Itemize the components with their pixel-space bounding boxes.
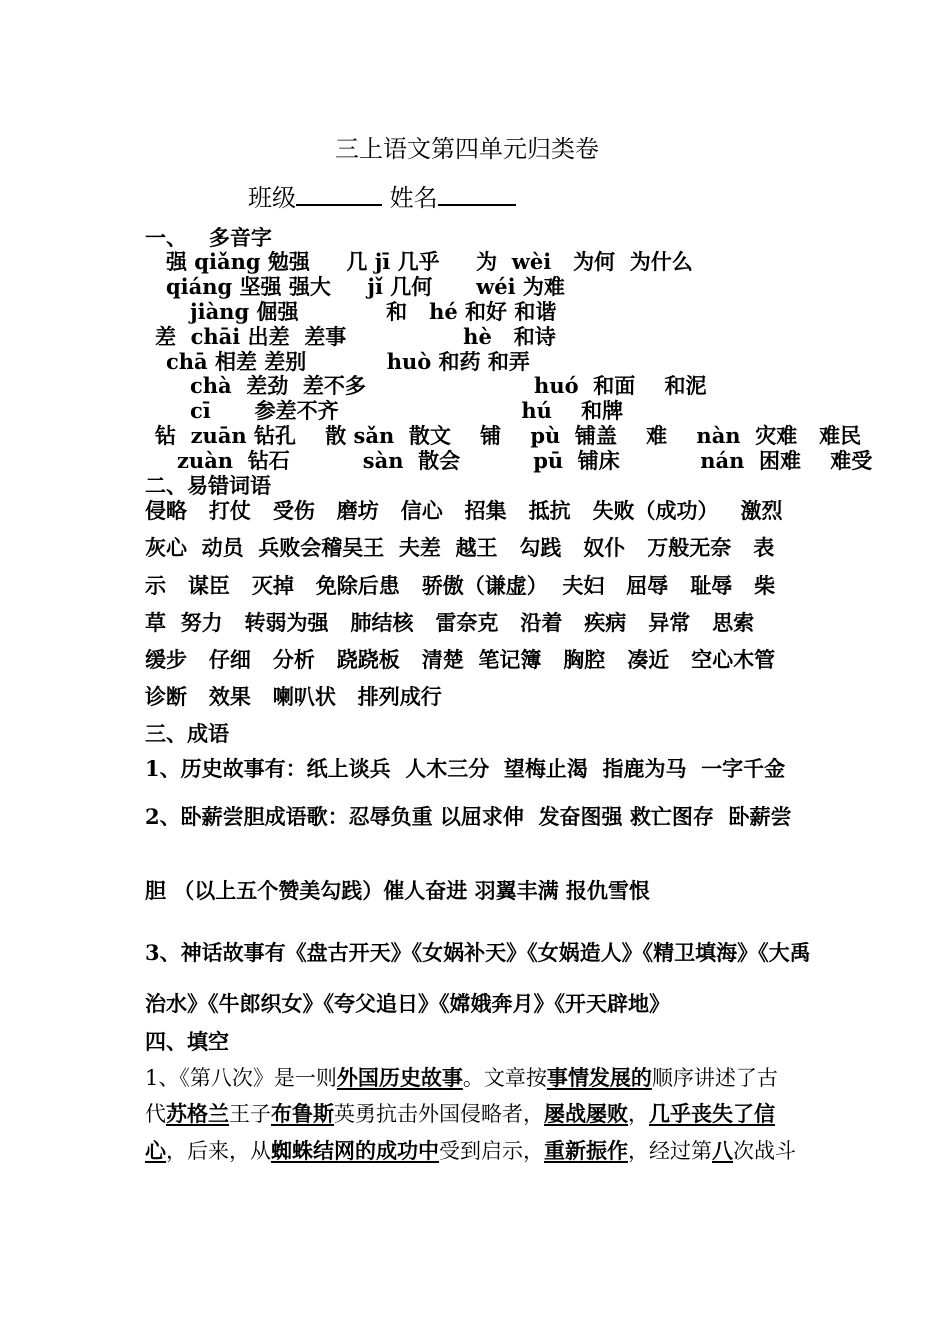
paragraph-text: 受到启示， bbox=[439, 1139, 544, 1163]
section2-heading: 二、易错词语 bbox=[145, 473, 271, 498]
polyphone-line: qiáng 坚强 强大 jǐ 几何 wéi 为难 bbox=[166, 274, 565, 299]
fill-paragraph-line bbox=[145, 1139, 796, 1163]
paragraph-text: ， bbox=[628, 1102, 649, 1126]
filled-blank[interactable]: 几乎丧失了信 bbox=[649, 1101, 775, 1126]
filled-blank[interactable]: 八 bbox=[712, 1138, 733, 1163]
filled-blank[interactable]: 外国历史故事 bbox=[336, 1065, 463, 1090]
paragraph-text: 次战斗 bbox=[733, 1139, 796, 1163]
fill-paragraph-line bbox=[145, 1066, 778, 1090]
header-fields bbox=[248, 186, 516, 210]
polyphone-line: cī 参差不齐 hú 和牌 bbox=[190, 398, 624, 423]
paragraph-text: 1、《第八次》是一则 bbox=[145, 1066, 337, 1090]
word-line: 缓步 仔细 分析 跷跷板 清楚 笔记簿 胸腔 凑近 空心木管 bbox=[145, 647, 776, 672]
idiom-line: 胆 （以上五个赞美勾践）催人奋进 羽翼丰满 报仇雪恨 bbox=[145, 878, 650, 903]
name-label: 姓名 bbox=[389, 184, 438, 212]
word-line: 诊断 效果 喇叭状 排列成行 bbox=[145, 684, 442, 709]
class-label: 班级 bbox=[248, 184, 296, 212]
polyphone-line: chà 差劲 差不多 huó 和面 和泥 bbox=[190, 373, 707, 398]
section4-heading: 四、填空 bbox=[145, 1029, 229, 1054]
filled-blank[interactable]: 屡战屡败 bbox=[544, 1101, 628, 1126]
word-line: 示 谋臣 灭掉 免除后患 骄傲（谦虚） 夫妇 屈辱 耻辱 柴 bbox=[145, 573, 776, 598]
paragraph-text: ，经过第 bbox=[628, 1139, 712, 1163]
fill-paragraph-line bbox=[145, 1102, 775, 1126]
polyphone-line: jiàng 倔强 和 hé 和好 和谐 bbox=[190, 299, 557, 324]
filled-blank[interactable]: 事情发展的 bbox=[546, 1065, 652, 1090]
polyphone-line: zuàn 钻石 sàn 散会 pū 铺床 nán 困难 难受 bbox=[177, 448, 873, 473]
polyphone-line: 差 chāi 出差 差事 hè 和诗 bbox=[155, 324, 556, 349]
section3-heading: 三、成语 bbox=[145, 721, 229, 746]
paragraph-text: 英勇抗击外国侵略者， bbox=[334, 1102, 544, 1126]
name-blank[interactable] bbox=[438, 202, 516, 206]
idiom-line: 3、神话故事有《盘古开天》《女娲补天》《女娲造人》《精卫填海》《大禹 bbox=[145, 940, 811, 965]
section1-heading: 一、 多音字 bbox=[145, 225, 272, 250]
filled-blank[interactable]: 蜘蛛结网的成功中 bbox=[271, 1138, 439, 1163]
word-line: 侵略 打仗 受伤 磨坊 信心 招集 抵抗 失败（成功） 激烈 bbox=[145, 498, 783, 523]
idiom-line: 治水》《牛郎织女》《夸父追日》《嫦娥奔月》《开天辟地》 bbox=[145, 991, 670, 1016]
page-title: 三上语文第四单元归类卷 bbox=[335, 135, 599, 163]
polyphone-line: 钻 zuān 钻孔 散 sǎn 散文 铺 pù 铺盖 难 nàn 灾难 难民 bbox=[155, 423, 862, 448]
filled-blank[interactable]: 苏格兰 bbox=[166, 1101, 229, 1126]
filled-blank[interactable]: 心 bbox=[145, 1138, 166, 1163]
paragraph-text: 。文章按 bbox=[462, 1066, 547, 1090]
paragraph-text: 王子 bbox=[229, 1102, 271, 1126]
paragraph-text: ，后来，从 bbox=[166, 1139, 271, 1163]
word-line: 草 努力 转弱为强 肺结核 雷奈克 沿着 疾病 异常 思索 bbox=[145, 610, 755, 635]
word-line: 灰心 动员 兵败会稽吴王 夫差 越王 勾践 奴仆 万般无奈 表 bbox=[145, 535, 775, 560]
paragraph-text: 代 bbox=[145, 1102, 166, 1126]
polyphone-line: chā 相差 差别 huò 和药 和弄 bbox=[166, 349, 530, 374]
idiom-line: 1、历史故事有：纸上谈兵 人木三分 望梅止渴 指鹿为马 一字千金 bbox=[145, 756, 786, 781]
idiom-line: 2、卧薪尝胆成语歌：忍辱负重 以屈求伸 发奋图强 救亡图存 卧薪尝 bbox=[145, 804, 792, 829]
filled-blank[interactable]: 布鲁斯 bbox=[271, 1101, 334, 1126]
polyphone-line: 强 qiǎng 勉强 几 jī 几乎 为 wèi 为何 为什么 bbox=[166, 249, 693, 274]
filled-blank[interactable]: 重新振作 bbox=[544, 1138, 628, 1163]
class-blank[interactable] bbox=[296, 202, 382, 206]
paragraph-text: 顺序讲述了古 bbox=[651, 1066, 778, 1090]
